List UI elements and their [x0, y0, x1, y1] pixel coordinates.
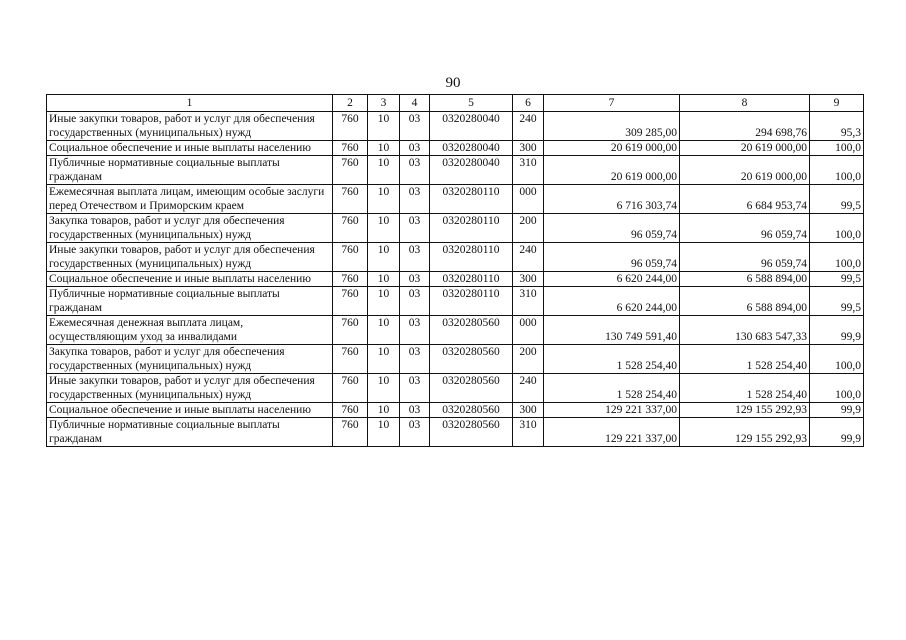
row-name-cell: Иные закупки товаров, работ и услуг для обеспечения государственных (муниципальных) нужд	[47, 243, 333, 272]
amount-cell: 6 588 894,00	[680, 272, 810, 287]
code-cell: 0320280040	[430, 156, 513, 185]
percent-cell: 99,9	[810, 418, 864, 447]
amount-cell: 294 698,76	[680, 112, 810, 141]
table-body	[47, 95, 864, 447]
percent-cell: 100,0	[810, 345, 864, 374]
table-row	[47, 418, 864, 447]
code-cell: 000	[513, 316, 544, 345]
row-name-cell: Социальное обеспечение и иные выплаты населению	[47, 141, 333, 156]
code-cell: 0320280110	[430, 287, 513, 316]
amount-cell: 130 683 547,33	[680, 316, 810, 345]
amount-cell: 6 588 894,00	[680, 287, 810, 316]
table-row	[47, 403, 864, 418]
page-number: 90	[445, 75, 461, 91]
code-cell: 10	[368, 374, 400, 403]
code-cell: 03	[400, 156, 430, 185]
table-row	[47, 156, 864, 185]
amount-cell: 20 619 000,00	[544, 141, 680, 156]
amount-cell: 96 059,74	[544, 243, 680, 272]
code-cell: 760	[333, 287, 368, 316]
amount-cell: 20 619 000,00	[680, 141, 810, 156]
code-cell: 0320280040	[430, 112, 513, 141]
row-name-cell: Ежемесячная денежная выплата лицам, осуществляющим уход за инвалидами	[47, 316, 333, 345]
code-cell: 03	[400, 287, 430, 316]
amount-cell: 6 620 244,00	[544, 287, 680, 316]
code-cell: 760	[333, 403, 368, 418]
table-row	[47, 214, 864, 243]
code-cell: 760	[333, 112, 368, 141]
row-name-cell: Публичные нормативные социальные выплаты гражданам	[47, 156, 333, 185]
code-cell: 10	[368, 418, 400, 447]
percent-cell: 99,5	[810, 272, 864, 287]
code-cell: 760	[333, 141, 368, 156]
row-name-cell: Социальное обеспечение и иные выплаты населению	[47, 272, 333, 287]
percent-cell: 95,3	[810, 112, 864, 141]
table-row	[47, 112, 864, 141]
code-cell: 760	[333, 156, 368, 185]
percent-cell: 99,5	[810, 185, 864, 214]
code-cell: 10	[368, 243, 400, 272]
code-cell: 760	[333, 214, 368, 243]
code-cell: 760	[333, 345, 368, 374]
header-cell: 4	[400, 95, 430, 112]
amount-cell: 309 285,00	[544, 112, 680, 141]
code-cell: 760	[333, 243, 368, 272]
code-cell: 760	[333, 316, 368, 345]
table-header-row	[47, 95, 864, 112]
amount-cell: 129 221 337,00	[544, 418, 680, 447]
code-cell: 200	[513, 214, 544, 243]
table-row	[47, 374, 864, 403]
percent-cell: 100,0	[810, 243, 864, 272]
code-cell: 200	[513, 345, 544, 374]
code-cell: 03	[400, 141, 430, 156]
row-name-cell: Ежемесячная выплата лицам, имеющим особые заслуги перед Отечеством и Приморским краем	[47, 185, 333, 214]
header-cell: 3	[368, 95, 400, 112]
row-name-cell: Иные закупки товаров, работ и услуг для обеспечения государственных (муниципальных) нужд	[47, 374, 333, 403]
code-cell: 0320280560	[430, 374, 513, 403]
percent-cell: 100,0	[810, 214, 864, 243]
percent-cell: 100,0	[810, 141, 864, 156]
row-name-cell: Публичные нормативные социальные выплаты гражданам	[47, 287, 333, 316]
percent-cell: 100,0	[810, 374, 864, 403]
code-cell: 03	[400, 185, 430, 214]
code-cell: 03	[400, 418, 430, 447]
code-cell: 760	[333, 374, 368, 403]
amount-cell: 96 059,74	[544, 214, 680, 243]
row-name-cell: Иные закупки товаров, работ и услуг для обеспечения государственных (муниципальных) нужд	[47, 112, 333, 141]
table-row	[47, 141, 864, 156]
code-cell: 10	[368, 403, 400, 418]
amount-cell: 6 716 303,74	[544, 185, 680, 214]
header-cell: 2	[333, 95, 368, 112]
code-cell: 0320280110	[430, 243, 513, 272]
code-cell: 0320280560	[430, 403, 513, 418]
code-cell: 240	[513, 243, 544, 272]
row-name-cell: Социальное обеспечение и иные выплаты населению	[47, 403, 333, 418]
code-cell: 03	[400, 316, 430, 345]
percent-cell: 99,9	[810, 403, 864, 418]
code-cell: 03	[400, 272, 430, 287]
code-cell: 310	[513, 418, 544, 447]
code-cell: 300	[513, 403, 544, 418]
amount-cell: 96 059,74	[680, 214, 810, 243]
code-cell: 240	[513, 374, 544, 403]
amount-cell: 20 619 000,00	[680, 156, 810, 185]
amount-cell: 1 528 254,40	[544, 345, 680, 374]
table-row	[47, 243, 864, 272]
amount-cell: 6 684 953,74	[680, 185, 810, 214]
code-cell: 0320280560	[430, 316, 513, 345]
table-row	[47, 185, 864, 214]
code-cell: 240	[513, 112, 544, 141]
code-cell: 03	[400, 345, 430, 374]
code-cell: 0320280110	[430, 214, 513, 243]
header-cell: 8	[680, 95, 810, 112]
code-cell: 10	[368, 214, 400, 243]
header-cell: 7	[544, 95, 680, 112]
amount-cell: 129 221 337,00	[544, 403, 680, 418]
code-cell: 0320280560	[430, 345, 513, 374]
code-cell: 310	[513, 156, 544, 185]
code-cell: 300	[513, 141, 544, 156]
code-cell: 0320280560	[430, 418, 513, 447]
code-cell: 000	[513, 185, 544, 214]
header-cell: 6	[513, 95, 544, 112]
code-cell: 0320280040	[430, 141, 513, 156]
row-name-cell: Закупка товаров, работ и услуг для обеспечения государственных (муниципальных) нужд	[47, 214, 333, 243]
percent-cell: 99,5	[810, 287, 864, 316]
table-row	[47, 316, 864, 345]
code-cell: 300	[513, 272, 544, 287]
header-cell: 5	[430, 95, 513, 112]
code-cell: 10	[368, 345, 400, 374]
code-cell: 03	[400, 214, 430, 243]
code-cell: 760	[333, 272, 368, 287]
amount-cell: 130 749 591,40	[544, 316, 680, 345]
budget-table	[46, 94, 864, 447]
code-cell: 310	[513, 287, 544, 316]
amount-cell: 129 155 292,93	[680, 418, 810, 447]
amount-cell: 96 059,74	[680, 243, 810, 272]
row-name-cell: Закупка товаров, работ и услуг для обеспечения государственных (муниципальных) нужд	[47, 345, 333, 374]
percent-cell: 99,9	[810, 316, 864, 345]
table-row	[47, 272, 864, 287]
amount-cell: 1 528 254,40	[680, 345, 810, 374]
code-cell: 760	[333, 418, 368, 447]
code-cell: 03	[400, 112, 430, 141]
percent-cell: 100,0	[810, 156, 864, 185]
code-cell: 0320280110	[430, 272, 513, 287]
code-cell: 10	[368, 287, 400, 316]
code-cell: 10	[368, 272, 400, 287]
amount-cell: 20 619 000,00	[544, 156, 680, 185]
code-cell: 10	[368, 112, 400, 141]
code-cell: 03	[400, 243, 430, 272]
code-cell: 10	[368, 156, 400, 185]
header-cell: 1	[47, 95, 333, 112]
amount-cell: 129 155 292,93	[680, 403, 810, 418]
code-cell: 10	[368, 185, 400, 214]
row-name-cell: Публичные нормативные социальные выплаты гражданам	[47, 418, 333, 447]
code-cell: 10	[368, 141, 400, 156]
table-row	[47, 287, 864, 316]
amount-cell: 1 528 254,40	[680, 374, 810, 403]
code-cell: 10	[368, 316, 400, 345]
amount-cell: 1 528 254,40	[544, 374, 680, 403]
code-cell: 0320280110	[430, 185, 513, 214]
code-cell: 03	[400, 374, 430, 403]
header-cell: 9	[810, 95, 864, 112]
code-cell: 760	[333, 185, 368, 214]
code-cell: 03	[400, 403, 430, 418]
table-row	[47, 345, 864, 374]
amount-cell: 6 620 244,00	[544, 272, 680, 287]
